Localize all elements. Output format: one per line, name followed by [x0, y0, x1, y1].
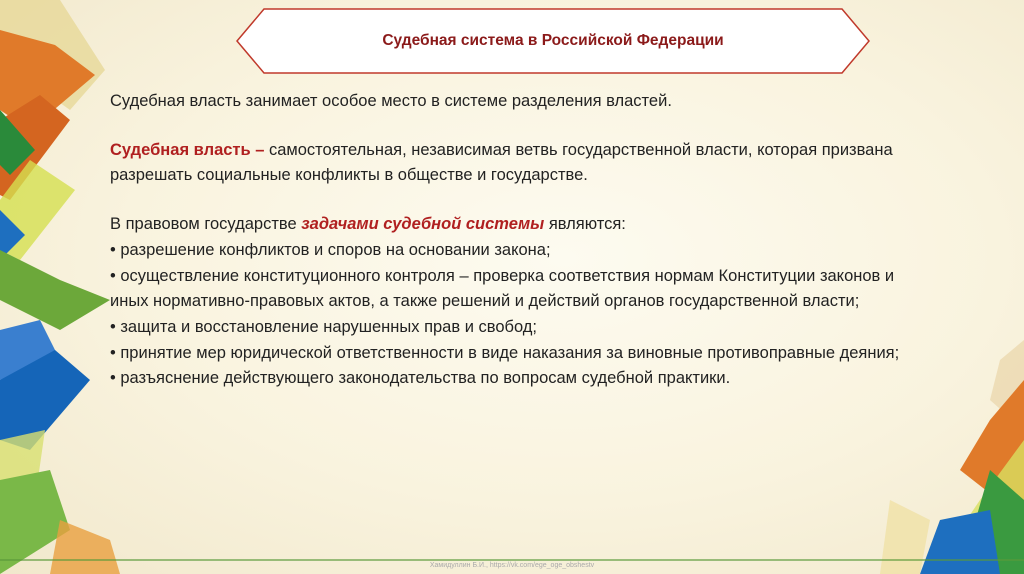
tasks-heading: [110, 212, 930, 238]
tasks-term: задачами судебной системы: [301, 215, 545, 234]
page-title: Судебная система в Российской Федерации: [382, 32, 724, 49]
tasks-prefix: В правовом государстве: [110, 215, 302, 234]
bullet-item: • принятие мер юридической ответственности в виде наказания за виновные противоправные деяния;: [110, 343, 900, 362]
bullet-item: • осуществление конституционного контроля – проверка соответствия нормам Конституции законов и иных нормативно-правовых актов, а также решений и действий органов государственной власти;: [110, 266, 895, 311]
footer-credit: Хамидуллин Б.И., https://vk.com/ege_oge_obshestv: [429, 562, 595, 569]
tasks-suffix: являются:: [544, 215, 626, 234]
title-frame: [236, 8, 870, 74]
intro-paragraph: Судебная власть занимает особое место в системе разделения властей.: [110, 92, 672, 110]
definition-term: Судебная власть –: [110, 140, 265, 159]
bullet-item: • разрешение конфликтов и споров на основании закона;: [110, 240, 551, 259]
definition-paragraph: [110, 138, 930, 189]
slide-content: [110, 89, 930, 392]
bullet-item: • разъяснение действующего законодательства по вопросам судебной практики.: [110, 369, 731, 388]
bullet-item: • защита и восстановление нарушенных прав и свобод;: [110, 317, 537, 336]
definition-text: самостоятельная, независимая ветвь государственной власти, которая призвана разрешать социальные конфликты в обществе и государстве.: [110, 140, 893, 185]
